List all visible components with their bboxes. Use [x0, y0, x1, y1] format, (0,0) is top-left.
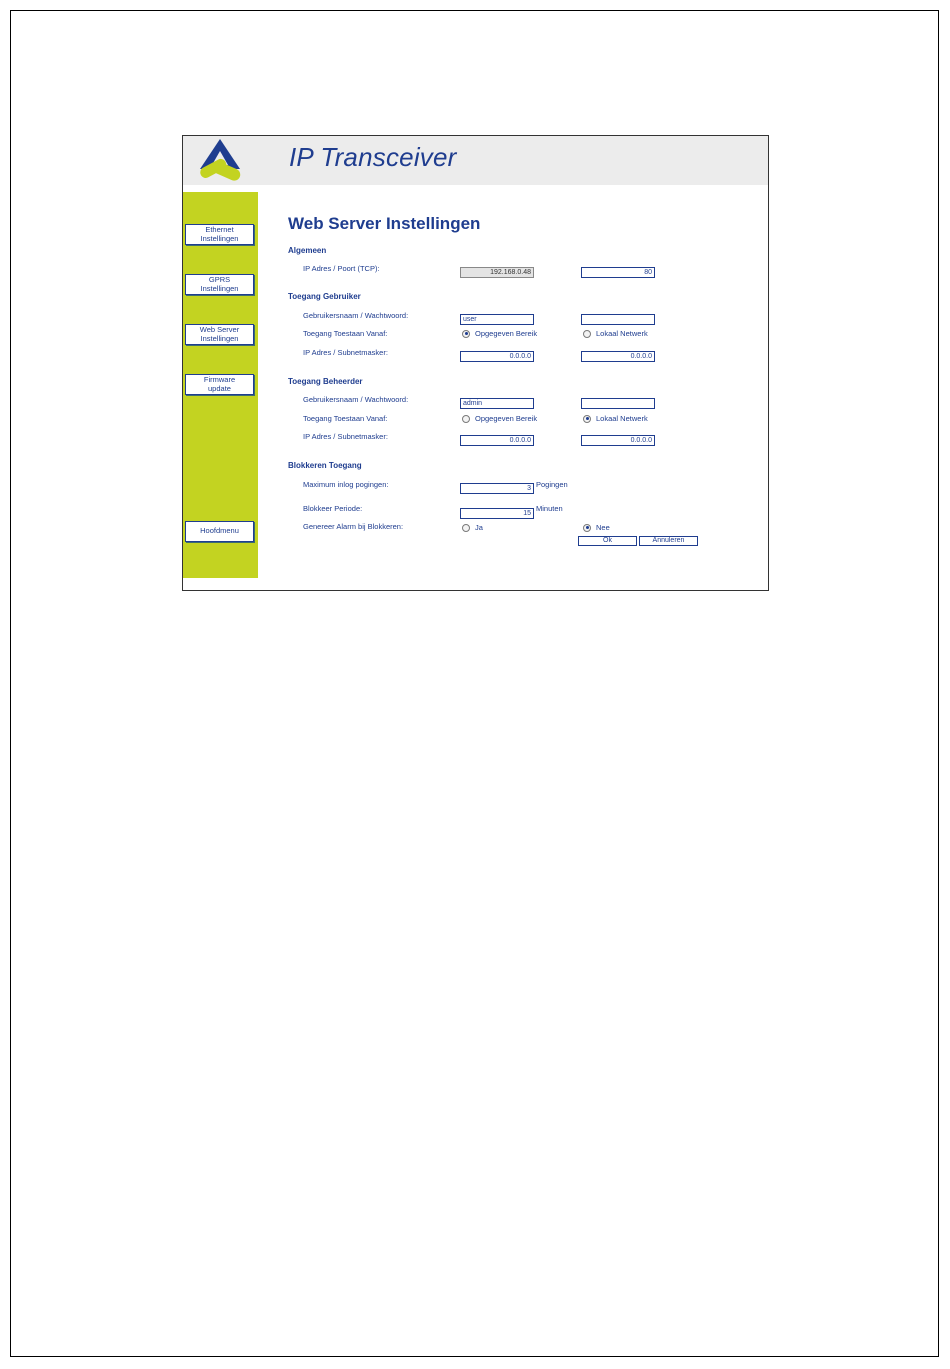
section-heading-algemeen: Algemeen	[288, 246, 327, 255]
user-ip-field[interactable]: 0.0.0.0	[460, 351, 534, 362]
admin-password-field[interactable]	[581, 398, 655, 409]
server-port-field[interactable]: 80	[581, 267, 655, 278]
admin-access-from-label: Toegang Toestaan Vanaf:	[303, 414, 388, 423]
sidebar-item-web-server[interactable]: Web Server Instellingen	[185, 324, 254, 345]
admin-radio-range-label: Opgegeven Bereik	[475, 414, 538, 423]
app-title: IP Transceiver	[289, 142, 457, 172]
sidebar-item-main-menu[interactable]: Hoofdmenu	[185, 521, 254, 542]
radio-selected-icon	[462, 330, 470, 338]
sidebar-item-ethernet[interactable]: Ethernet Instellingen	[185, 224, 254, 245]
alarm-radio-no[interactable]	[583, 523, 610, 532]
radio-unselected-icon	[583, 330, 591, 338]
radio-selected-icon	[583, 524, 591, 532]
ok-button[interactable]: Ok	[578, 536, 637, 546]
block-period-unit: Minuten	[536, 504, 563, 513]
user-radio-local-label: Lokaal Netwerk	[596, 329, 648, 338]
user-credentials-label: Gebruikersnaam / Wachtwoord:	[303, 311, 409, 320]
section-heading-user-access: Toegang Gebruiker	[288, 292, 361, 301]
page-title: Web Server Instellingen	[288, 214, 481, 233]
user-radio-local[interactable]	[583, 329, 648, 338]
max-attempts-label: Maximum inlog pogingen:	[303, 480, 389, 489]
admin-radio-local[interactable]	[583, 414, 648, 423]
alarm-radio-no-label: Nee	[596, 523, 610, 532]
admin-ip-field[interactable]: 0.0.0.0	[460, 435, 534, 446]
alarm-on-block-label: Genereer Alarm bij Blokkeren:	[303, 522, 404, 531]
cancel-button[interactable]: Annuleren	[639, 536, 698, 546]
ip-port-label: IP Adres / Poort (TCP):	[303, 264, 380, 273]
admin-radio-local-label: Lokaal Netwerk	[596, 414, 648, 423]
max-attempts-field[interactable]: 3	[460, 483, 534, 494]
user-username-field[interactable]: user	[460, 314, 534, 325]
admin-username-field[interactable]: admin	[460, 398, 534, 409]
server-ip-field[interactable]: 192.168.0.48	[460, 267, 534, 278]
sidebar-item-gprs[interactable]: GPRS Instellingen	[185, 274, 254, 295]
admin-mask-field[interactable]: 0.0.0.0	[581, 435, 655, 446]
user-password-field[interactable]	[581, 314, 655, 325]
user-access-from-label: Toegang Toestaan Vanaf:	[303, 329, 388, 338]
section-heading-admin-access: Toegang Beheerder	[288, 377, 363, 386]
user-radio-range-label: Opgegeven Bereik	[475, 329, 538, 338]
radio-unselected-icon	[462, 524, 470, 532]
user-radio-range[interactable]	[462, 329, 537, 338]
radio-selected-icon	[583, 415, 591, 423]
alarm-radio-yes-label: Ja	[475, 523, 483, 532]
web-interface-screenshot	[182, 135, 769, 591]
admin-radio-range[interactable]	[462, 414, 537, 423]
user-ip-mask-label: IP Adres / Subnetmasker:	[303, 348, 388, 357]
admin-ip-mask-label: IP Adres / Subnetmasker:	[303, 432, 388, 441]
max-attempts-unit: Pogingen	[536, 480, 568, 489]
sidebar-item-firmware[interactable]: Firmware update	[185, 374, 254, 395]
block-period-field[interactable]: 15	[460, 508, 534, 519]
block-period-label: Blokkeer Periode:	[303, 504, 363, 513]
admin-credentials-label: Gebruikersnaam / Wachtwoord:	[303, 395, 409, 404]
section-heading-block-access: Blokkeren Toegang	[288, 461, 362, 470]
radio-unselected-icon	[462, 415, 470, 423]
main-content	[183, 136, 768, 590]
alarm-radio-yes[interactable]	[462, 523, 483, 532]
user-mask-field[interactable]: 0.0.0.0	[581, 351, 655, 362]
